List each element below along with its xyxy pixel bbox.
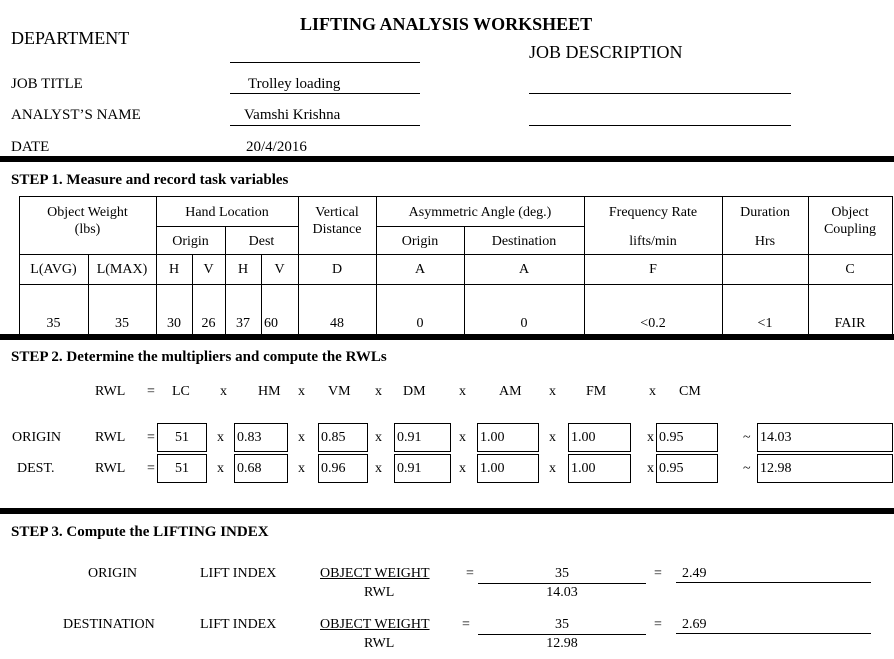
times-sign: x [217, 461, 224, 476]
code-cell: F [649, 262, 657, 277]
hm-value: 0.83 [234, 423, 288, 452]
equals-sign: = [147, 461, 155, 476]
department-label: DEPARTMENT [11, 28, 130, 48]
value-cell: 30 [167, 316, 181, 331]
step1-heading: STEP 1. Measure and record task variables [11, 172, 289, 188]
asym-angle-header: Asymmetric Angle (deg.) [408, 205, 552, 220]
dm-value: 0.91 [394, 454, 451, 483]
vertical-header-2: Distance [312, 222, 362, 237]
row-label: DESTINATION [63, 617, 155, 632]
hand-dest-header: Dest [248, 234, 275, 249]
formula-term: VM [328, 384, 351, 399]
job-title-value: Trolley loading [248, 76, 341, 92]
worksheet-title: LIFTING ANALYSIS WORKSHEET [300, 14, 593, 34]
equals-sign: = [466, 566, 474, 581]
value-cell: 60 [264, 316, 278, 331]
formula-term: AM [499, 384, 522, 399]
rwl-label: RWL [95, 461, 126, 476]
formula-term: LC [172, 384, 190, 399]
value-cell: 0 [520, 316, 528, 331]
code-cell: V [274, 262, 285, 277]
numerator-value: 35 [555, 566, 569, 581]
formula-term: = [147, 384, 155, 399]
lift-index-result: 2.49 [682, 566, 707, 581]
code-cell: A [414, 262, 426, 277]
code-cell: C [845, 262, 855, 277]
job-description-label: JOB DESCRIPTION [529, 42, 683, 62]
section-divider [0, 334, 894, 340]
value-cell: <0.2 [640, 316, 666, 331]
value-cell: FAIR [834, 316, 866, 331]
formula-term: DM [403, 384, 426, 399]
times-sign: x [549, 430, 556, 445]
lift-index-result: 2.69 [682, 617, 707, 632]
hrs-header: Hrs [754, 234, 776, 249]
job-title-line [230, 93, 420, 94]
analyst-value: Vamshi Krishna [244, 107, 341, 123]
approx-sign: ~ [743, 461, 751, 476]
lift-index-label: LIFT INDEX [200, 566, 277, 581]
result-line [676, 633, 871, 634]
rwl-denominator-label: RWL [364, 585, 395, 600]
lifts-min-header: lifts/min [629, 234, 677, 249]
coupling-header-2: Coupling [823, 222, 877, 237]
job-description-line-2 [529, 125, 791, 126]
analyst-line [230, 125, 420, 126]
denominator-value: 14.03 [546, 585, 578, 600]
row-label: ORIGIN [12, 430, 61, 445]
code-cell: V [203, 262, 214, 277]
code-cell: H [168, 262, 180, 277]
numerator-value: 35 [555, 617, 569, 632]
am-value: 1.00 [477, 423, 539, 452]
date-value: 20/4/2016 [246, 139, 307, 155]
formula-term: x [298, 384, 305, 399]
step2-heading: STEP 2. Determine the multipliers and compute the RWLs [11, 349, 387, 365]
denominator-value: 12.98 [546, 636, 578, 651]
formula-term: x [459, 384, 466, 399]
vm-value: 0.85 [318, 423, 368, 452]
hm-value: 0.68 [234, 454, 288, 483]
rwl-label: RWL [95, 430, 126, 445]
fraction-bar [478, 634, 646, 635]
row-label: ORIGIN [88, 566, 137, 581]
times-sign: x [298, 461, 305, 476]
analyst-label: ANALYST’S NAME [11, 107, 141, 123]
formula-term: FM [586, 384, 607, 399]
value-cell: <1 [757, 316, 773, 331]
fm-value: 1.00 [568, 454, 631, 483]
duration-header: Duration [740, 205, 790, 220]
value-cell: 26 [201, 316, 216, 331]
code-cell: H [237, 262, 249, 277]
fraction-bar [478, 583, 646, 584]
hand-location-header: Hand Location [185, 205, 269, 220]
formula-term: x [549, 384, 556, 399]
lbs-header: (lbs) [74, 222, 101, 237]
code-cell: D [331, 262, 343, 277]
times-sign: x [375, 461, 382, 476]
code-cell: L(MAX) [96, 262, 148, 277]
fm-value: 1.00 [568, 423, 631, 452]
times-sign: x [459, 430, 466, 445]
department-field-line [230, 62, 420, 63]
lc-value: 51 [157, 423, 207, 452]
code-cell: L(AVG) [30, 262, 77, 277]
code-cell: A [518, 262, 530, 277]
approx-sign: ~ [743, 430, 751, 445]
formula-term: HM [258, 384, 281, 399]
value-cell: 35 [46, 316, 61, 331]
formula-term: x [220, 384, 227, 399]
vertical-header-1: Vertical [315, 205, 359, 220]
rwl-denominator-label: RWL [364, 636, 395, 651]
value-cell: 0 [416, 316, 424, 331]
formula-term: x [375, 384, 382, 399]
equals-sign: = [147, 430, 155, 445]
asym-origin-header: Origin [401, 234, 439, 249]
rwl-result: 12.98 [757, 454, 893, 483]
hand-origin-header: Origin [172, 234, 209, 249]
times-sign: x [217, 430, 224, 445]
section-divider [0, 508, 894, 514]
formula-term: x [649, 384, 656, 399]
result-line [676, 582, 871, 583]
job-title-label: JOB TITLE [11, 76, 83, 92]
asym-destination-header: Destination [491, 234, 557, 249]
lift-index-label: LIFT INDEX [200, 617, 277, 632]
value-cell: 35 [115, 316, 129, 331]
equals-sign: = [462, 617, 470, 632]
times-sign: x [647, 461, 654, 476]
lc-value: 51 [157, 454, 207, 483]
times-sign: x [647, 430, 654, 445]
equals-sign: = [654, 566, 662, 581]
times-sign: x [375, 430, 382, 445]
times-sign: x [549, 461, 556, 476]
dm-value: 0.91 [394, 423, 451, 452]
coupling-header-1: Object [831, 205, 869, 220]
am-value: 1.00 [477, 454, 539, 483]
job-description-line-1 [529, 93, 791, 94]
section-divider [0, 156, 894, 162]
value-cell: 37 [236, 316, 250, 331]
row-label: DEST. [17, 461, 55, 476]
step3-heading: STEP 3. Compute the LIFTING INDEX [11, 524, 269, 540]
object-weight-numerator-label: OBJECT WEIGHT [320, 566, 430, 581]
times-sign: x [298, 430, 305, 445]
formula-term: RWL [95, 384, 126, 399]
equals-sign: = [654, 617, 662, 632]
date-label: DATE [11, 139, 50, 155]
object-weight-header: Object Weight [47, 205, 128, 220]
value-cell: 48 [330, 316, 344, 331]
frequency-header: Frequency Rate [608, 205, 698, 220]
rwl-result: 14.03 [757, 423, 893, 452]
formula-term: CM [679, 384, 701, 399]
cm-value: 0.95 [656, 423, 718, 452]
object-weight-numerator-label: OBJECT WEIGHT [320, 617, 430, 632]
vm-value: 0.96 [318, 454, 368, 483]
cm-value: 0.95 [656, 454, 718, 483]
times-sign: x [459, 461, 466, 476]
